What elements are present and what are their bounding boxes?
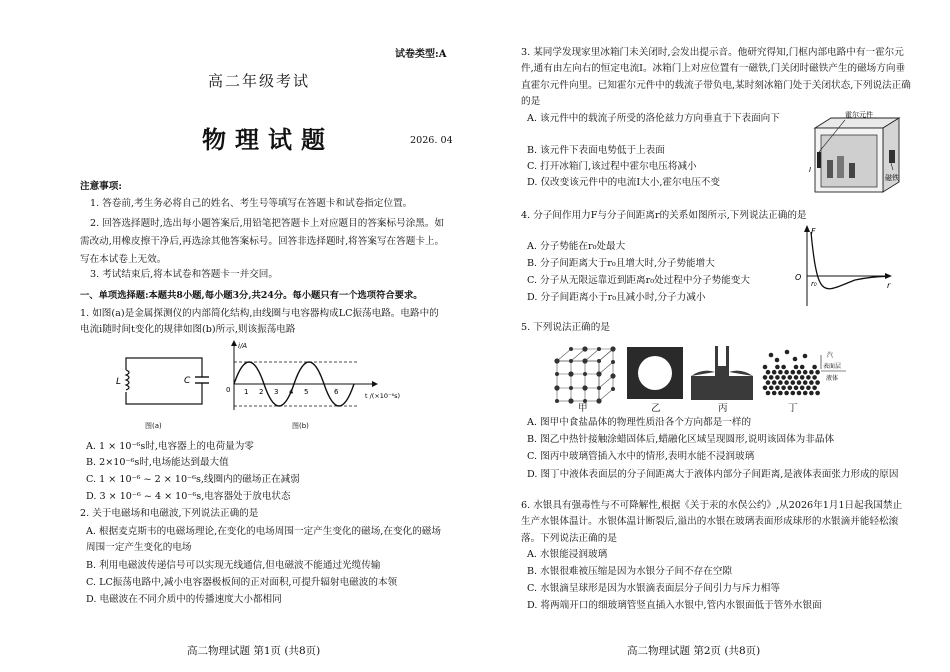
q3-stem: 3. 某同学发现家里冰箱门未关闭时,会发出提示音。他研究得知,门框内部电路中有一霍尔元件,通有由左向右的恒定电流I。冰箱门上对应位置有一磁铁,门关闭时磁铁产生的磁场方向垂直霍尔元件向里。已知霍尔元件中的载流子带负电,某时刻冰箱门处于关闭状态,下列说法正确的是 — [521, 47, 911, 107]
molecule-dot — [775, 365, 780, 370]
q5-figure-ding-surface — [761, 347, 851, 399]
molecule-dot — [772, 391, 777, 396]
label-L: L — [116, 377, 122, 387]
molecule-dot — [784, 370, 789, 375]
molecule-dot — [788, 386, 793, 391]
molecule-dot — [815, 380, 820, 385]
molecule-dot — [775, 386, 780, 391]
force-curve — [811, 232, 887, 289]
q6-option-b: B. 水银很难被压缩是因为水银分子间不存在空隙 — [527, 566, 733, 577]
molecule-dot — [769, 375, 774, 380]
molecule-dot — [797, 391, 802, 396]
q1-figure-a-circuit — [112, 350, 212, 420]
q5-label-yi: 乙 — [651, 403, 661, 414]
subject-title: 物理试题 — [202, 125, 334, 154]
notice-heading: 注意事项: — [80, 181, 122, 192]
molecule-dot — [797, 370, 802, 375]
molecule-dot — [791, 370, 796, 375]
tick-1: 1 — [244, 388, 249, 396]
q5-option-a: A. 图甲中食盐晶体的物理性质沿各个方向都是一样的 — [527, 417, 752, 428]
q1-option-b: B. 2×10⁻⁶s时,电场能达到最大值 — [86, 457, 229, 468]
ding-label-liquid: 液体 — [826, 375, 839, 382]
q2-option-d: D. 电磁波在不同介质中的传播速度大小都相同 — [86, 594, 282, 605]
q1-stem: 1. 如图(a)是金属探测仪的内部简化结构,由线圈与电容器构成LC振荡电路。电路中的电流i随时间t变化的规律如图(b)所示,则该振荡电路 — [80, 308, 439, 335]
molecule-dot — [815, 370, 820, 375]
q1-figure-b-graph — [222, 338, 422, 416]
label-C: C — [184, 376, 191, 386]
right-page — [475, 0, 950, 672]
molecule-dot — [806, 375, 811, 380]
molecule-dot — [772, 370, 777, 375]
q1-figure-b-caption: 图(b) — [292, 422, 309, 430]
molecule-dot — [809, 370, 814, 375]
q4-stem: 4. 分子间作用力F与分子间距离r的关系如图所示,下列说法正确的是 — [521, 210, 807, 221]
q2-option-b: B. 利用电磁波传递信号可以实现无线通信,但电磁波不能通过光缆传输 — [86, 560, 381, 571]
molecule-dot — [794, 386, 799, 391]
molecule-dot — [803, 391, 808, 396]
q5-label-jia: 甲 — [578, 403, 588, 414]
q1-figure-a-caption: 图(a) — [145, 422, 162, 430]
label-current-I: I — [809, 166, 812, 174]
q5-option-b: B. 图乙中热针接触涂蜡固体后,蜡融化区域呈现圆形,说明该固体为非晶体 — [527, 434, 835, 445]
molecule-dot — [812, 375, 817, 380]
q6-option-a: A. 水银能浸润玻璃 — [527, 549, 608, 560]
axis-F: F — [811, 227, 816, 236]
q5-option-c: C. 图丙中玻璃管插入水中的情形,表明水能不浸润玻璃 — [527, 451, 755, 462]
molecule-dot — [781, 365, 786, 370]
label-magnet: 磁铁 — [885, 174, 899, 182]
tick-4: 4 — [289, 388, 294, 396]
molecule-dot — [815, 391, 820, 396]
molecule-dot — [809, 380, 814, 385]
molecule-dot — [806, 386, 811, 391]
q3-fridge-figure — [805, 108, 915, 196]
q3-option-a: A. 该元件中的载流子所受的洛伦兹力方向垂直于下表面向下 — [527, 113, 780, 124]
molecule-dot — [809, 391, 814, 396]
ding-label-vapor: 汽 — [827, 352, 834, 359]
molecule-dot — [797, 380, 802, 385]
molecule-dot — [775, 358, 780, 363]
origin-label: 0 — [226, 386, 231, 394]
notice-item-3: 3. 考试结束后,将本试卷和答题卡一并交回。 — [90, 269, 278, 280]
q4-force-distance-graph — [787, 222, 897, 310]
molecule-dot — [766, 380, 771, 385]
molecule-dot — [800, 365, 805, 370]
molecule-dot — [803, 354, 808, 359]
q6-stem: 6. 水银具有强毒性与不可降解性,根据《关于汞的水俣公约》,从2026年1月1日起我国禁止生产水银体温计。水银体温计断裂后,溢出的水银在玻璃表面形成球形的水银滴并能轻松滚落。下列说法正确的是 — [521, 500, 903, 544]
q3-option-b: B. 该元件下表面电势低于上表面 — [527, 145, 665, 156]
q1-option-c: C. 1 × 10⁻⁶ ~ 2 × 10⁻⁶s,线圈内的磁场正在减弱 — [86, 474, 300, 485]
molecule-dot — [778, 370, 783, 375]
molecule-dot — [800, 386, 805, 391]
molecule-dot — [785, 350, 790, 355]
exam-date: 2026. 04 — [410, 135, 453, 146]
molecule-dot — [812, 386, 817, 391]
ding-label-surface: 表面层 — [823, 363, 842, 370]
molecule-dot — [791, 380, 796, 385]
q5-figure-yi-wax — [625, 345, 685, 401]
q5-label-bing: 丙 — [718, 403, 728, 414]
molecule-dot — [794, 365, 799, 370]
magnet-block — [889, 150, 895, 163]
origin-O: O — [795, 273, 802, 282]
molecule-dot — [763, 375, 768, 380]
molecule-dot — [788, 375, 793, 380]
q3-option-d: D. 仅改变该元件中的电流I大小,霍尔电压不变 — [527, 177, 720, 188]
q2-option-c: C. LC振荡电路中,减小电容器极板间的正对面积,可提升辐射电磁波的本领 — [86, 577, 398, 588]
left-footer: 高二物理试题 第1页 (共8页) — [187, 645, 321, 657]
q5-label-ding: 丁 — [788, 403, 798, 414]
molecule-dot — [794, 375, 799, 380]
molecule-dot — [778, 380, 783, 385]
tick-2: 2 — [259, 388, 264, 396]
label-hall-element: 霍尔元件 — [845, 111, 873, 119]
q6-option-d: D. 将两端开口的细玻璃管竖直插入水银中,管内水银面低于管外水银面 — [527, 600, 822, 611]
molecule-dot — [803, 380, 808, 385]
q5-stem: 5. 下列说法正确的是 — [521, 322, 610, 333]
q4-option-d: D. 分子间距离小于r₀且减小时,分子力减小 — [527, 292, 706, 303]
q5-option-d: D. 图丁中液体表面层的分子间距离大于液体内部分子间距离,是液体表面张力形成的原因 — [527, 469, 899, 480]
notice-item-2: 2. 回答选择题时,选出每小题答案后,用铅笔把答题卡上对应题目的答案标号涂黑。如需改动,用橡皮擦干净后,再选涂其他答案标号。回答非选择题时,将答案写在答题卡上。写在本试卷上无效。 — [80, 218, 445, 265]
q2-stem: 2. 关于电磁场和电磁波,下列说法正确的是 — [80, 508, 259, 519]
q3-option-c: C. 打开冰箱门,该过程中霍尔电压将减小 — [527, 161, 697, 172]
molecule-dot — [781, 386, 786, 391]
tick-3: 3 — [274, 388, 279, 396]
molecule-dot — [763, 365, 768, 370]
molecule-dot — [775, 375, 780, 380]
molecule-dot — [812, 365, 817, 370]
section-1-heading: 一、单项选择题:本题共8小题,每小题3分,共24分。每小题只有一个选项符合要求。 — [80, 290, 423, 301]
molecule-dot — [769, 353, 774, 358]
q1-option-d: D. 3 × 10⁻⁶ ~ 4 × 10⁻⁶s,电容器处于放电状态 — [86, 491, 291, 502]
molecule-dot — [793, 357, 798, 362]
axis-r: r — [887, 281, 891, 290]
q6-option-c: C. 水银滴呈球形是因为水银滴表面层分子间引力与斥力相等 — [527, 583, 780, 594]
t-axis-label: t /(×10⁻⁶s) — [365, 392, 401, 400]
molecule-dot — [784, 380, 789, 385]
i-axis-label: i/A — [238, 342, 248, 350]
notice-item-1: 1. 答卷前,考生务必将自己的姓名、考生号等填写在答题卡和试卷指定位置。 — [90, 198, 413, 209]
hall-element — [817, 152, 821, 168]
tick-6: 6 — [334, 388, 339, 396]
q4-option-b: B. 分子间距离大于r₀且增大时,分子势能增大 — [527, 258, 715, 269]
q5-figure-bing-tube — [689, 342, 755, 402]
molecule-dot — [766, 370, 771, 375]
molecule-dot — [766, 391, 771, 396]
molecule-dot — [772, 380, 777, 385]
molecule-dot — [769, 386, 774, 391]
q4-option-c: C. 分子从无限远靠近到距离r₀处过程中分子势能变大 — [527, 275, 750, 286]
grade-title: 高二年级考试 — [208, 72, 311, 90]
paper-type: 试卷类型:A — [395, 49, 447, 60]
molecule-dot — [800, 375, 805, 380]
q4-option-a: A. 分子势能在r₀处最大 — [527, 241, 626, 252]
q1-option-a: A. 1 × 10⁻⁶s时,电容器上的电荷量为零 — [86, 441, 254, 452]
q2-option-a: A. 根据麦克斯韦的电磁场理论,在变化的电场周围一定产生变化的磁场,在变化的磁场周围一定产生变化的电场 — [86, 526, 441, 553]
molecule-dot — [778, 391, 783, 396]
molecule-dot — [781, 375, 786, 380]
molecule-dot — [803, 370, 808, 375]
molecule-dot — [791, 391, 796, 396]
tick-5: 5 — [304, 388, 309, 396]
molecule-dot — [784, 391, 789, 396]
right-footer: 高二物理试题 第2页 (共8页) — [627, 645, 761, 657]
q5-figure-jia-crystal — [551, 343, 617, 405]
molecule-dot — [763, 386, 768, 391]
label-r0: r₀ — [811, 280, 817, 288]
